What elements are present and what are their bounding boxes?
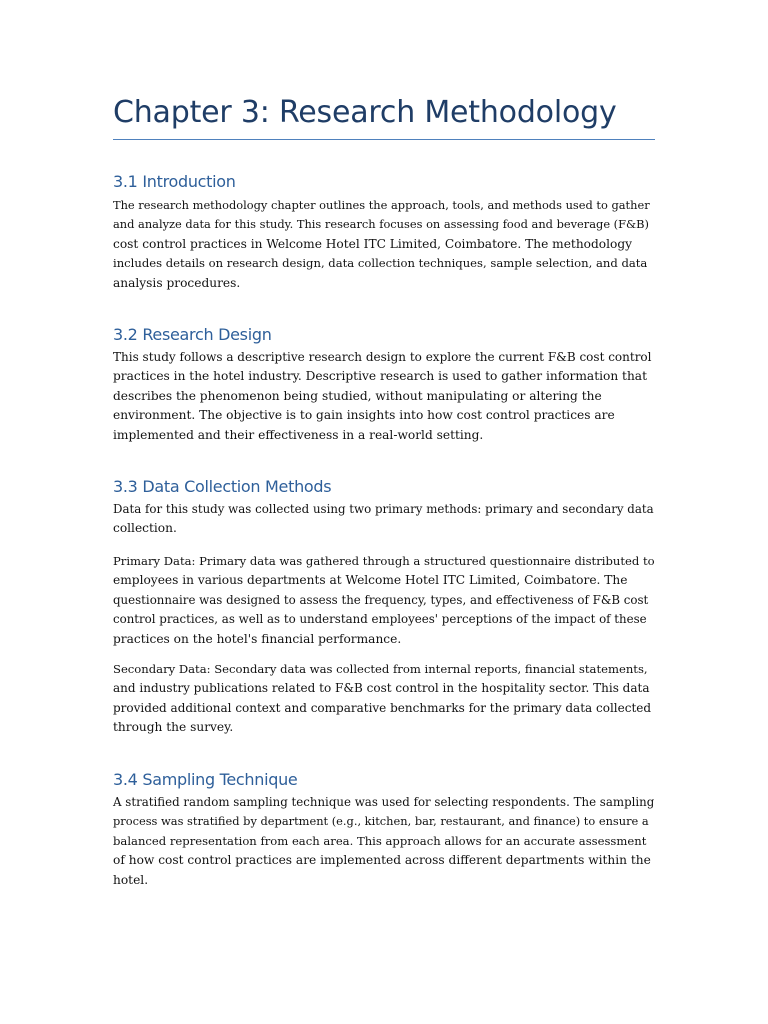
text-line: process was stratified by department (e.g., kitchen, bar, restaurant, and finance) to ensure a [113, 814, 649, 829]
text-line: analysis procedures. [113, 275, 241, 290]
text-line: questionnaire was designed to assess the frequency, types, and effectiveness of F&B cost [113, 592, 649, 607]
text-line: This study follows a descriptive research design to explore the current F&B cost control [113, 350, 652, 364]
section-heading-research-design: 3.2 Research Design [113, 325, 272, 344]
text-line: hotel. [113, 872, 149, 887]
text-line: cost control practices in Welcome Hotel ITC Limited, Coimbatore. The methodology [113, 236, 633, 251]
text-line: The research methodology chapter outlines the approach, tools, and methods used to gather [113, 198, 650, 212]
chapter-title: Chapter 3: Research Methodology [113, 95, 617, 130]
data-collection-intro-paragraph [113, 500, 655, 539]
section-heading-sampling-technique: 3.4 Sampling Technique [113, 770, 298, 789]
text-line: employees in various departments at Welcome Hotel ITC Limited, Coimbatore. The [113, 573, 628, 588]
section-heading-data-collection-methods: 3.3 Data Collection Methods [113, 477, 332, 496]
text-line: and analyze data for this study. This research focuses on assessing food and beverage (F&B) [113, 217, 649, 232]
text-line: provided additional context and comparative benchmarks for the primary data collected [113, 700, 652, 715]
text-line: A stratified random sampling technique was used for selecting respondents. The sampling [113, 795, 655, 809]
secondary-data-paragraph [113, 660, 655, 738]
text-line: balanced representation from each area. This approach allows for an accurate assessment [113, 833, 647, 848]
text-line: of how cost control practices are implemented across different departments within the [113, 853, 651, 868]
title-underline-divider [113, 139, 655, 140]
text-line: collection. [113, 521, 177, 536]
introduction-paragraph [113, 196, 655, 293]
text-line: through the survey. [113, 720, 234, 735]
sampling-technique-paragraph [113, 793, 655, 890]
text-line: control practices, as well as to understand employees' perceptions of the impact of these [113, 612, 647, 627]
text-line: Primary Data: Primary data was gathered through a structured questionnaire distributed to [113, 554, 655, 568]
text-line: and industry publications related to F&B cost control in the hospitality sector. This data [113, 681, 650, 696]
text-line: practices in the hotel industry. Descriptive research is used to gather information that [113, 369, 647, 384]
text-line: implemented and their effectiveness in a real-world setting. [113, 427, 484, 442]
primary-data-paragraph [113, 552, 655, 649]
text-line: Data for this study was collected using two primary methods: primary and secondary data [113, 502, 654, 516]
text-line: describes the phenomenon being studied, without manipulating or altering the [113, 388, 602, 403]
section-heading-introduction: 3.1 Introduction [113, 172, 236, 191]
text-line: includes details on research design, data collection techniques, sample selection, and data [113, 256, 648, 271]
text-line: Secondary Data: Secondary data was collected from internal reports, financial statements, [113, 662, 648, 676]
text-line: practices on the hotel's financial performance. [113, 631, 402, 646]
research-design-paragraph [113, 348, 655, 445]
text-line: environment. The objective is to gain insights into how cost control practices are [113, 408, 615, 423]
